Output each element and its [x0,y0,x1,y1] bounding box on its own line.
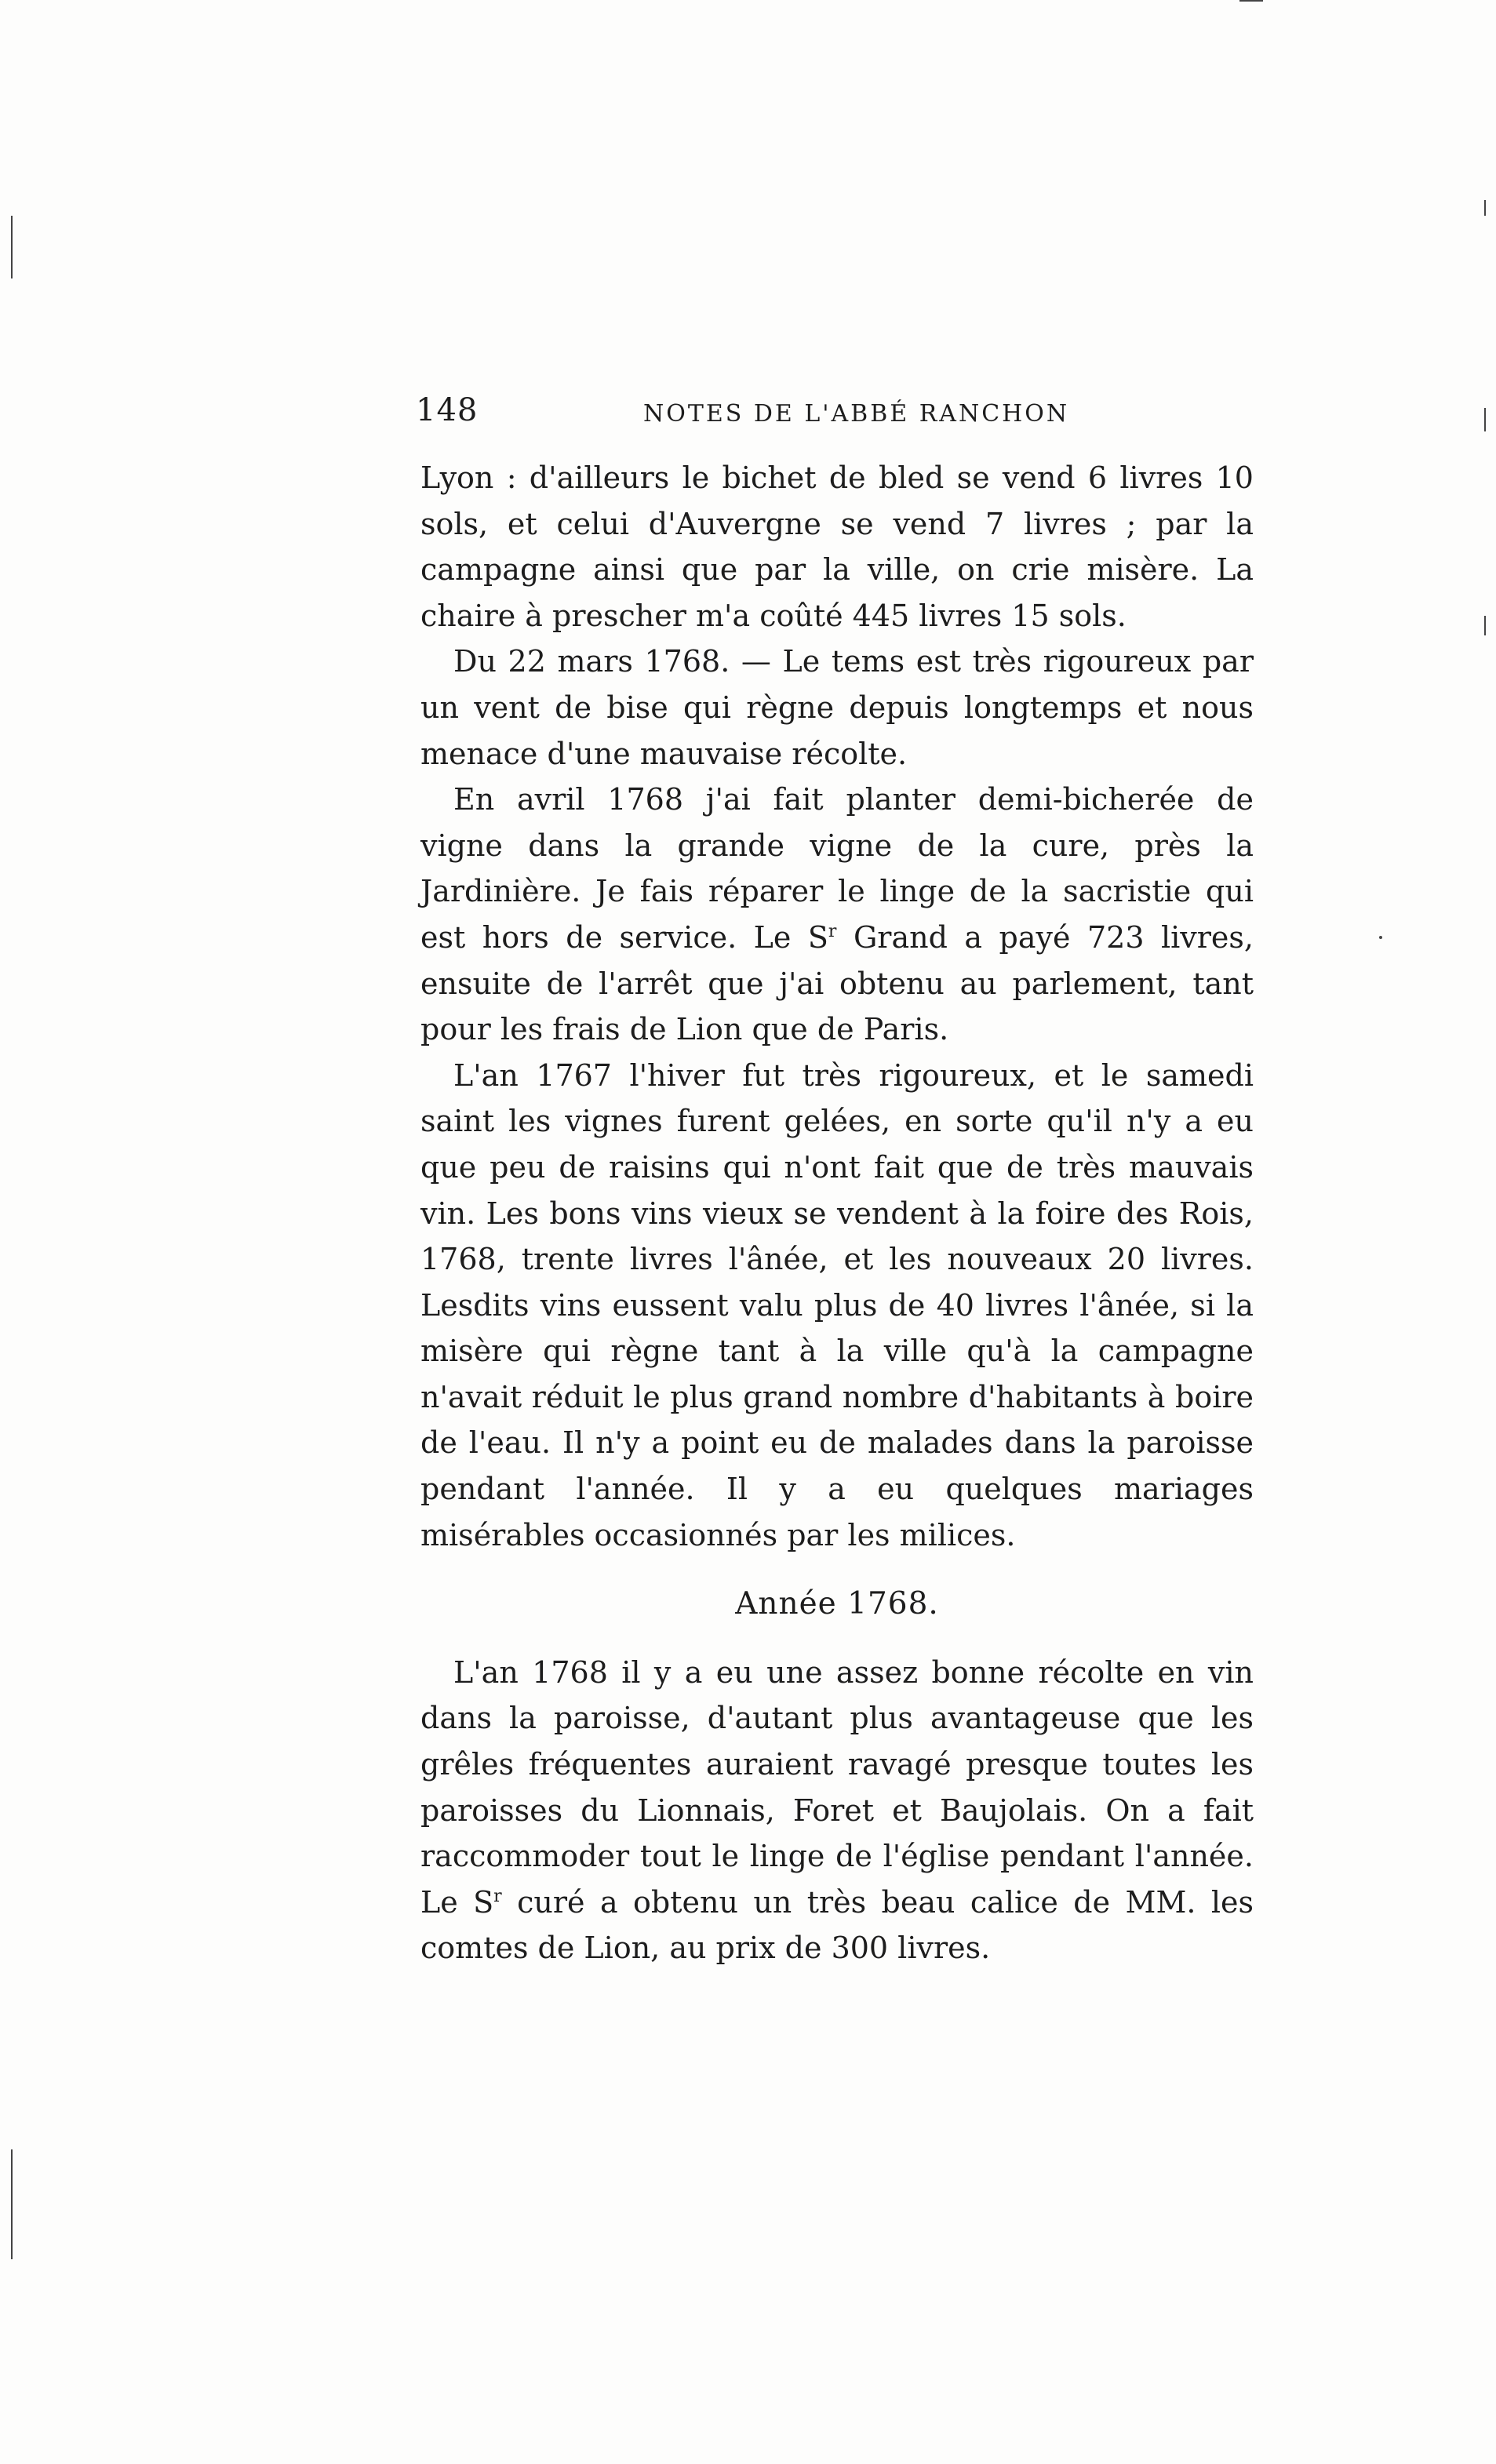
paragraph: Lyon : d'ailleurs le bichet de bled se vend 6 livres 10 sols, et celui d'Auvergne se vend 7 livres ; par la campagne ainsi que par la ville, on crie misère. La chaire à prescher m'a coûté 445 livres 15 sols. [420,460,1254,633]
superscript: r [493,1886,502,1906]
paragraph-text: En avril 1768 j'ai fait planter demi-bicherée de vigne dans la grande vigne de la cure, près la Jardinière. Je fais réparer le linge de la sacristie qui est hors de service. Le S [420,782,1254,955]
paragraph-text: curé a obtenu un très beau calice de MM. les comtes de Lion, au prix de 300 livres. [420,1884,1254,1966]
body-text [420,455,1254,1971]
section-heading: Année 1768. [735,1586,939,1622]
paragraph [420,777,1254,1053]
paragraph [420,1650,1254,1971]
scan-mark [11,2149,13,2259]
scan-mark [1484,616,1486,635]
scan-mark [1484,408,1486,431]
paragraph-text: Grand a payé 723 livres, ensuite de l'arrêt que j'ai obtenu au parlement, tant pour les frais de Lion que de Paris. [420,919,1254,1047]
superscript: r [828,921,837,941]
running-head: NOTES DE L'ABBÉ RANCHON [643,400,1070,428]
page-number: 148 [416,392,479,428]
scan-mark [1379,936,1382,939]
paragraph-text: L'an 1768 il y a eu une assez bonne récolte en vin dans la paroisse, d'autant plus avantageuse que les grêles fréquentes auraient ravagé presque toutes les paroisses du Lionnais, Foret et Baujolais. On a fait raccommoder tout le linge de l'église pendant l'année. Le S [420,1654,1254,1920]
page-header [416,392,1255,439]
scan-mark [1239,0,1263,2]
paragraph: L'an 1767 l'hiver fut très rigoureux, et le samedi saint les vignes furent gelées, en sorte qu'il n'y a eu que peu de raisins qui n'ont fait que de très mauvais vin. Les bons vins vieux se vendent à la foire des Rois, 1768, trente livres l'ânée, et les nouveaux 20 livres. Lesdits vins eussent valu plus de 40 livres l'ânée, si la misère qui règne tant à la ville qu'à la campagne n'avait réduit le plus grand nombre d'habitants à boire de l'eau. Il n'y a point eu de malades dans la paroisse pendant l'année. Il y a eu quelques mariages misérables occasionnés par les milices. [420,1057,1254,1552]
scan-mark [11,216,13,278]
paragraph: Du 22 mars 1768. — Le tems est très rigoureux par un vent de bise qui règne depuis longtemps et nous menace d'une mauvaise récolte. [420,644,1254,771]
scan-mark [1484,200,1486,216]
